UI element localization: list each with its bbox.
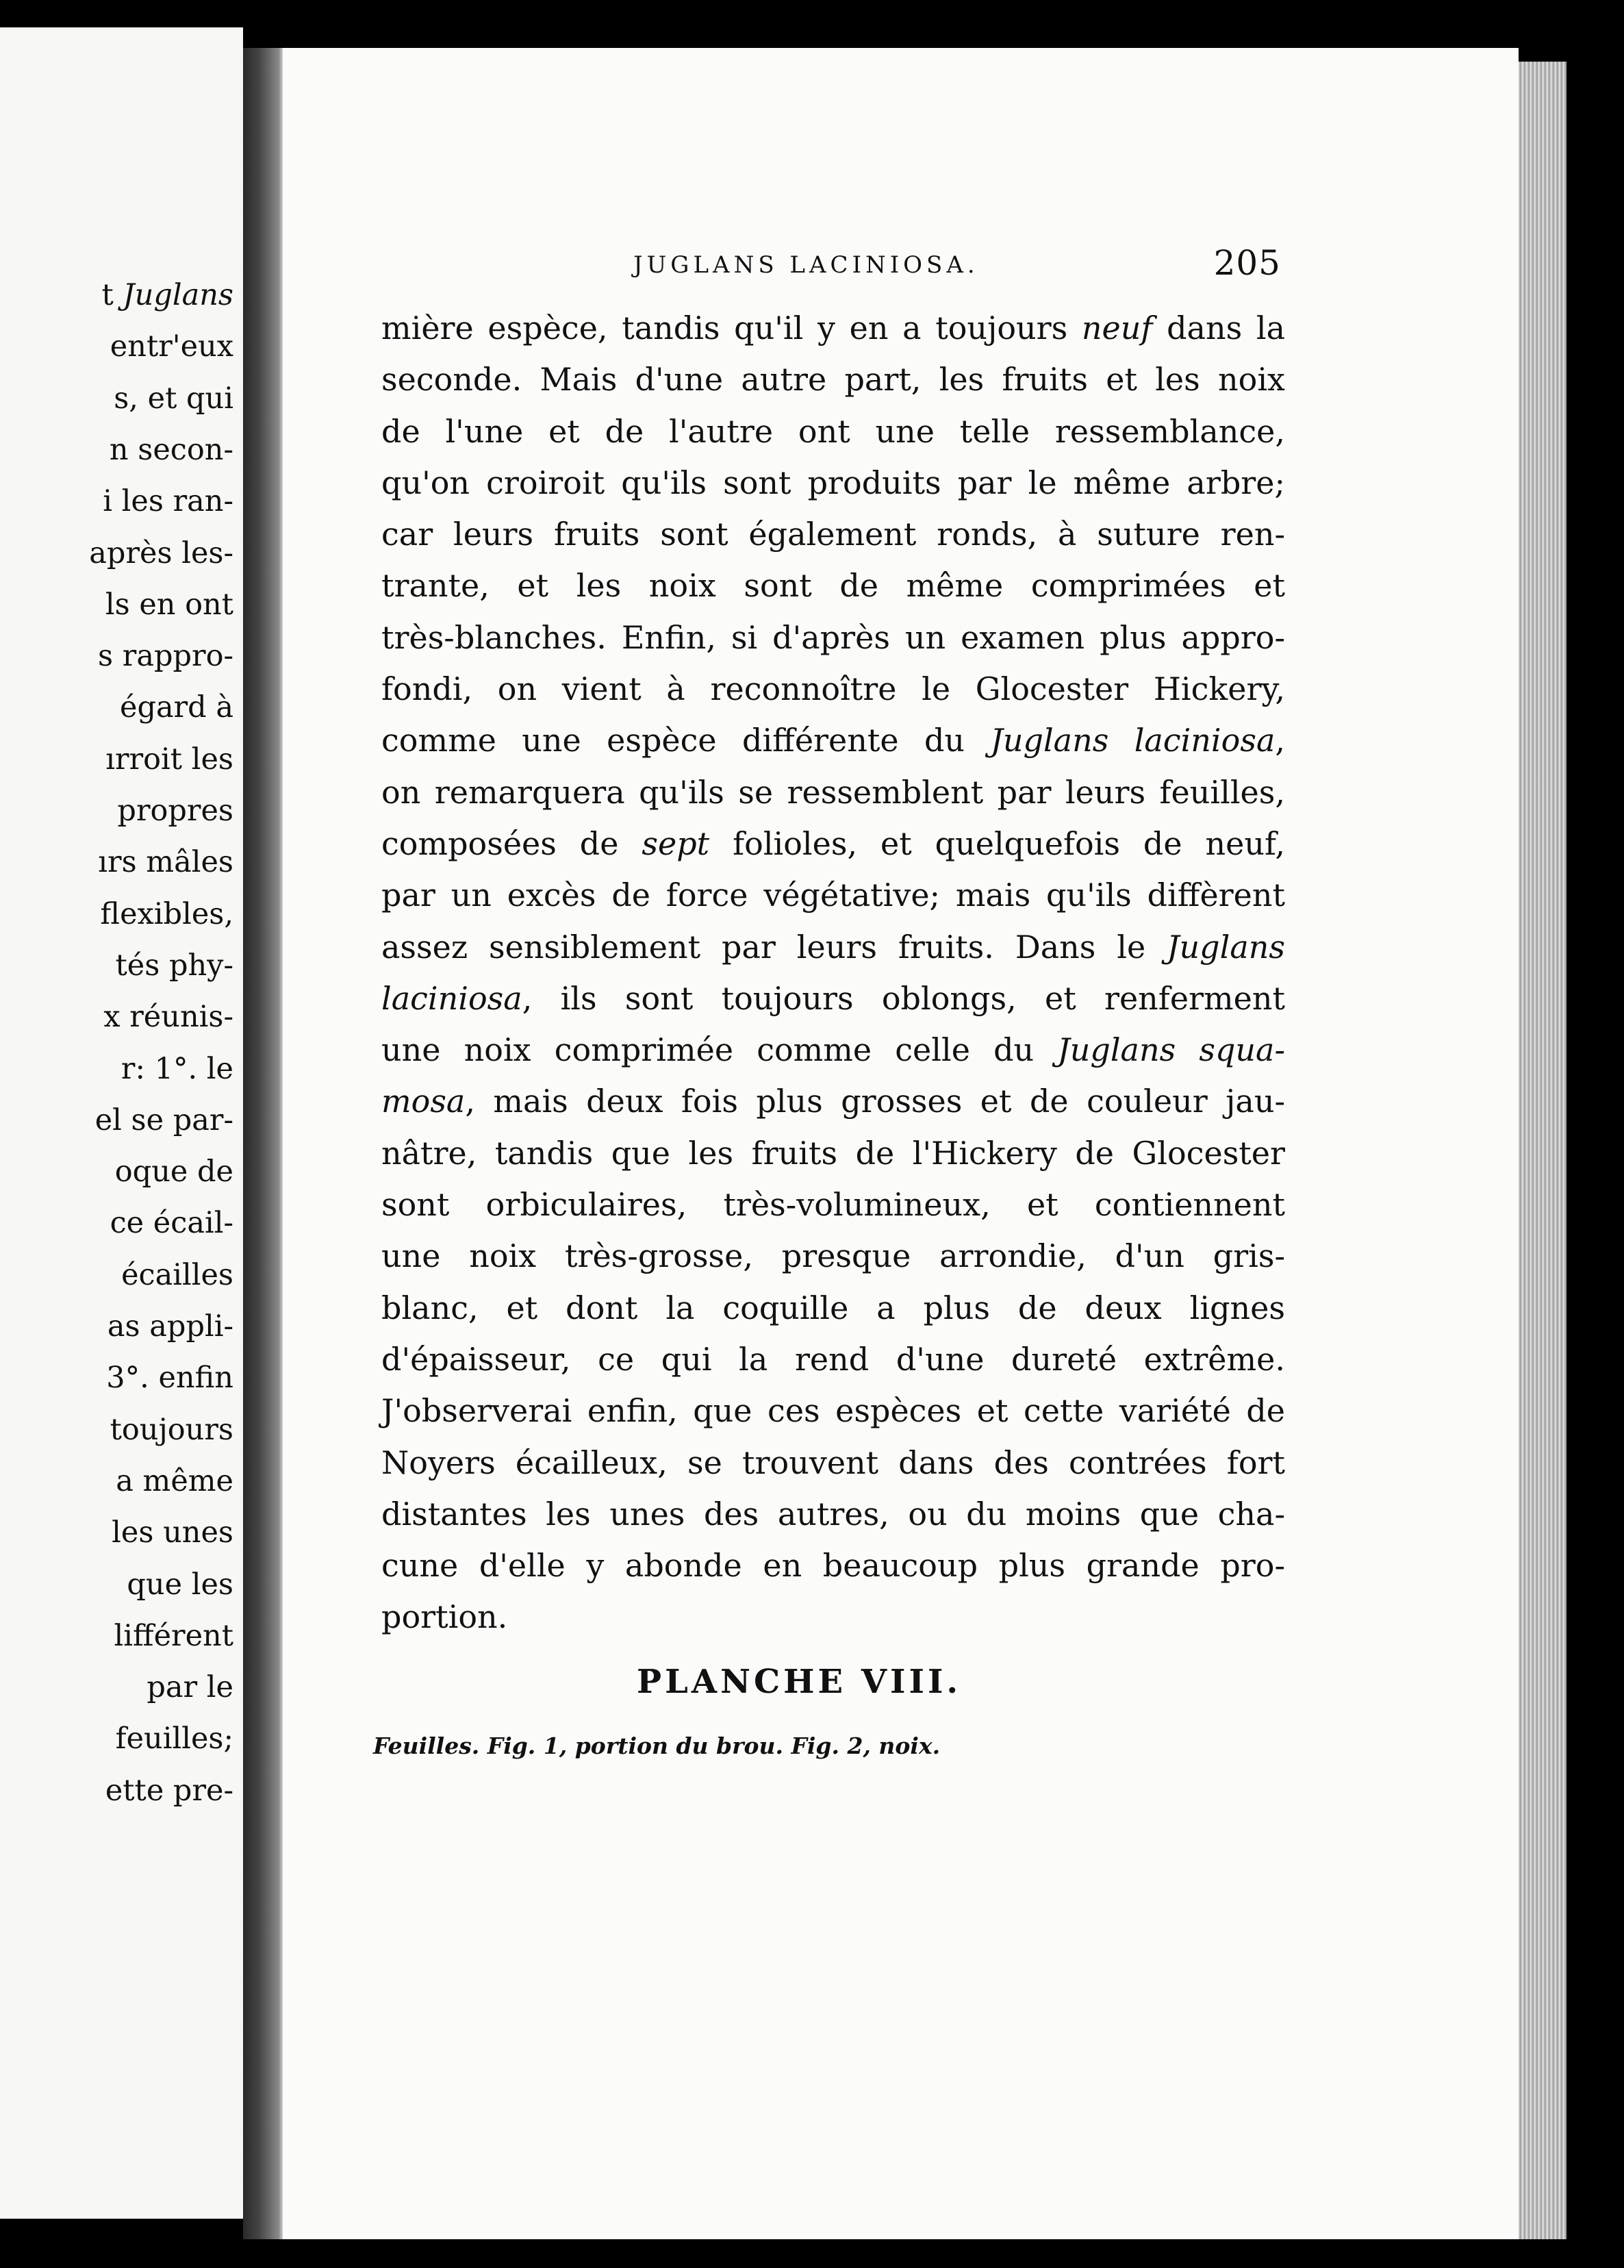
left-line-text: flexibles, [100, 896, 233, 931]
line-text: portion. [381, 1598, 508, 1636]
left-line-italic: Juglans [123, 278, 233, 312]
running-title: JUGLANS LACINIOSA. [633, 251, 979, 279]
left-facing-page [0, 27, 243, 2219]
plate-heading: PLANCHE VIII. [637, 1663, 962, 1701]
line-text: car leurs fruits sont également ronds, à suture ren- [381, 516, 1285, 553]
left-line-text: les unes [112, 1515, 233, 1550]
line-text: on remarquera qu'ils se ressemblent par leurs feuilles, [381, 773, 1285, 811]
left-page-line [114, 381, 233, 416]
italic-text: laciniosa [381, 979, 522, 1017]
left-page-line [105, 587, 233, 622]
left-line-text: après les- [89, 536, 233, 570]
left-line-text: ırroit les [105, 742, 233, 777]
text-line [381, 1334, 1285, 1385]
left-line-text: el se par- [94, 1102, 233, 1137]
left-line-text: n secon- [109, 432, 233, 467]
left-page-line [116, 1463, 233, 1498]
text-line [381, 303, 1285, 354]
text-line [381, 1024, 1285, 1076]
text-line [381, 457, 1285, 509]
left-line-text: propres [117, 794, 233, 828]
left-line-text: as appli- [107, 1309, 233, 1344]
left-page-line [101, 278, 233, 312]
left-line-text: ce écail- [110, 1206, 233, 1241]
left-page-line [147, 1670, 233, 1705]
text-line [381, 1076, 1285, 1127]
line-text: par un excès de force végétative; mais qu'ils diffèrent [381, 877, 1285, 914]
page-edges [1519, 62, 1566, 2239]
left-line-text: que les [127, 1567, 233, 1602]
left-line-text: lifférent [114, 1618, 233, 1653]
left-page-line [127, 1567, 233, 1602]
text-line [381, 1128, 1285, 1179]
text-line [381, 1179, 1285, 1231]
left-page-line [94, 1102, 233, 1137]
line-text: J'observerai enfin, que ces espèces et cette variété de [381, 1392, 1285, 1430]
page-number: 205 [1213, 243, 1281, 283]
left-line-text: i les ran- [103, 484, 233, 519]
text-line [381, 818, 1285, 870]
line-text: , ils sont toujours oblongs, et renferment [522, 979, 1285, 1017]
italic-text: sept [642, 824, 710, 862]
italic-text: mosa [381, 1083, 466, 1120]
text-line [381, 1540, 1285, 1591]
left-line-text: égard à [120, 690, 233, 725]
text-line [381, 973, 1285, 1024]
text-line [381, 715, 1285, 766]
line-text: , mais deux fois plus grosses et de couleur jau- [465, 1083, 1285, 1120]
left-page-line [105, 742, 233, 777]
line-text: , [1275, 722, 1285, 759]
left-line-text: oque de [114, 1155, 233, 1189]
left-line-text: t [101, 278, 123, 312]
line-text: mière espèce, tandis qu'il y en a toujours [381, 310, 1082, 346]
left-line-text: 3°. enfin [106, 1361, 233, 1396]
left-page-line [115, 1157, 233, 1187]
line-text: dans la [1152, 310, 1285, 346]
left-page-line [120, 690, 233, 725]
left-page-line [109, 432, 233, 467]
left-page-line [98, 845, 233, 880]
left-page-line [103, 1000, 233, 1035]
left-line-text: écailles [121, 1257, 233, 1292]
left-page-line [98, 639, 233, 674]
line-text: fondi, on vient à reconnoître le Glocester Hickery, [381, 670, 1285, 708]
line-text: comme une espèce différente du [381, 722, 991, 759]
left-page-line [116, 1724, 233, 1754]
text-line [381, 1385, 1285, 1437]
line-text: folioles, et quelquefois de neuf, [709, 824, 1286, 862]
left-page-line [110, 1206, 233, 1241]
line-text: une noix comprimée comme celle du [381, 1031, 1058, 1069]
line-text: de l'une et de l'autre ont une telle ressemblance, [381, 412, 1285, 450]
left-line-text: a même [116, 1463, 233, 1498]
text-line [381, 354, 1285, 405]
text-line [381, 767, 1285, 818]
left-line-text: entr'eux [110, 329, 233, 364]
italic-text: neuf [1081, 310, 1153, 346]
left-page-line [106, 1361, 233, 1396]
left-page-line [110, 1412, 233, 1447]
left-line-text: par le [147, 1670, 233, 1705]
left-page-line [112, 1515, 233, 1550]
left-line-text: s rappro- [98, 639, 233, 674]
left-page-line [110, 329, 233, 364]
text-line [381, 560, 1285, 612]
line-text: cune d'elle y abonde en beaucoup plus grande pro- [381, 1547, 1285, 1585]
left-page-line [107, 1309, 233, 1344]
text-line [381, 406, 1285, 457]
text-line [381, 1231, 1285, 1282]
text-line [381, 1591, 1285, 1643]
left-line-text: toujours [110, 1412, 233, 1447]
plate-caption: Feuilles. Fig. 1, portion du brou. Fig. 2, noix. [373, 1732, 941, 1759]
line-text: composées de [381, 824, 642, 862]
line-text: distantes les unes des autres, ou du moins que cha- [381, 1495, 1285, 1533]
book-gutter [243, 48, 283, 2239]
line-text: Noyers écailleux, se trouvent dans des contrées fort [381, 1444, 1285, 1481]
italic-text: Juglans laciniosa [990, 722, 1276, 759]
left-page-line [115, 948, 233, 983]
text-line [381, 870, 1285, 921]
left-line-text: ette pre- [105, 1773, 233, 1808]
left-page-line [89, 536, 233, 570]
line-text: qu'on croiroit qu'ils sont produits par le même arbre; [381, 464, 1285, 501]
left-page-line [117, 796, 233, 826]
text-line [381, 1489, 1285, 1540]
left-line-text: tés phy- [115, 948, 233, 983]
line-text: assez sensiblement par leurs fruits. Dans le [381, 928, 1167, 966]
line-text: blanc, et dont la coquille a plus de deux lignes [381, 1289, 1285, 1326]
left-page-line [105, 1773, 233, 1808]
line-text: très-blanches. Enfin, si d'après un examen plus appro- [381, 618, 1285, 656]
line-text: nâtre, tandis que les fruits de l'Hickery de Glocester [381, 1134, 1285, 1172]
italic-text: Juglans squa- [1057, 1031, 1285, 1069]
text-line [381, 509, 1285, 560]
italic-text: Juglans [1167, 928, 1285, 966]
left-page-line [114, 1618, 233, 1653]
left-line-text: x réunis- [103, 1000, 233, 1035]
left-page-line [103, 484, 233, 519]
text-line [381, 922, 1285, 973]
text-line [381, 1437, 1285, 1489]
text-line [381, 664, 1285, 715]
left-page-line [120, 1051, 233, 1086]
text-line [381, 612, 1285, 664]
line-text: d'épaisseur, ce qui la rend d'une dureté extrême. [381, 1340, 1285, 1378]
left-page-line [100, 896, 233, 931]
body-text [381, 303, 1285, 1643]
left-line-text: ırs mâles [98, 845, 233, 880]
line-text: une noix très-grosse, presque arrondie, d'un gris- [381, 1237, 1285, 1275]
left-line-text: r: 1°. le [120, 1051, 233, 1086]
line-text: trante, et les noix sont de même comprimées et [381, 567, 1285, 605]
text-line [381, 1283, 1285, 1334]
left-line-text: feuilles; [115, 1722, 233, 1756]
left-page-line [121, 1257, 233, 1292]
left-line-text: ls en ont [105, 587, 233, 622]
line-text: seconde. Mais d'une autre part, les fruits et les noix [381, 361, 1285, 399]
line-text: sont orbiculaires, très-volumineux, et contiennent [381, 1186, 1285, 1224]
left-line-text: s, et qui [114, 381, 233, 416]
